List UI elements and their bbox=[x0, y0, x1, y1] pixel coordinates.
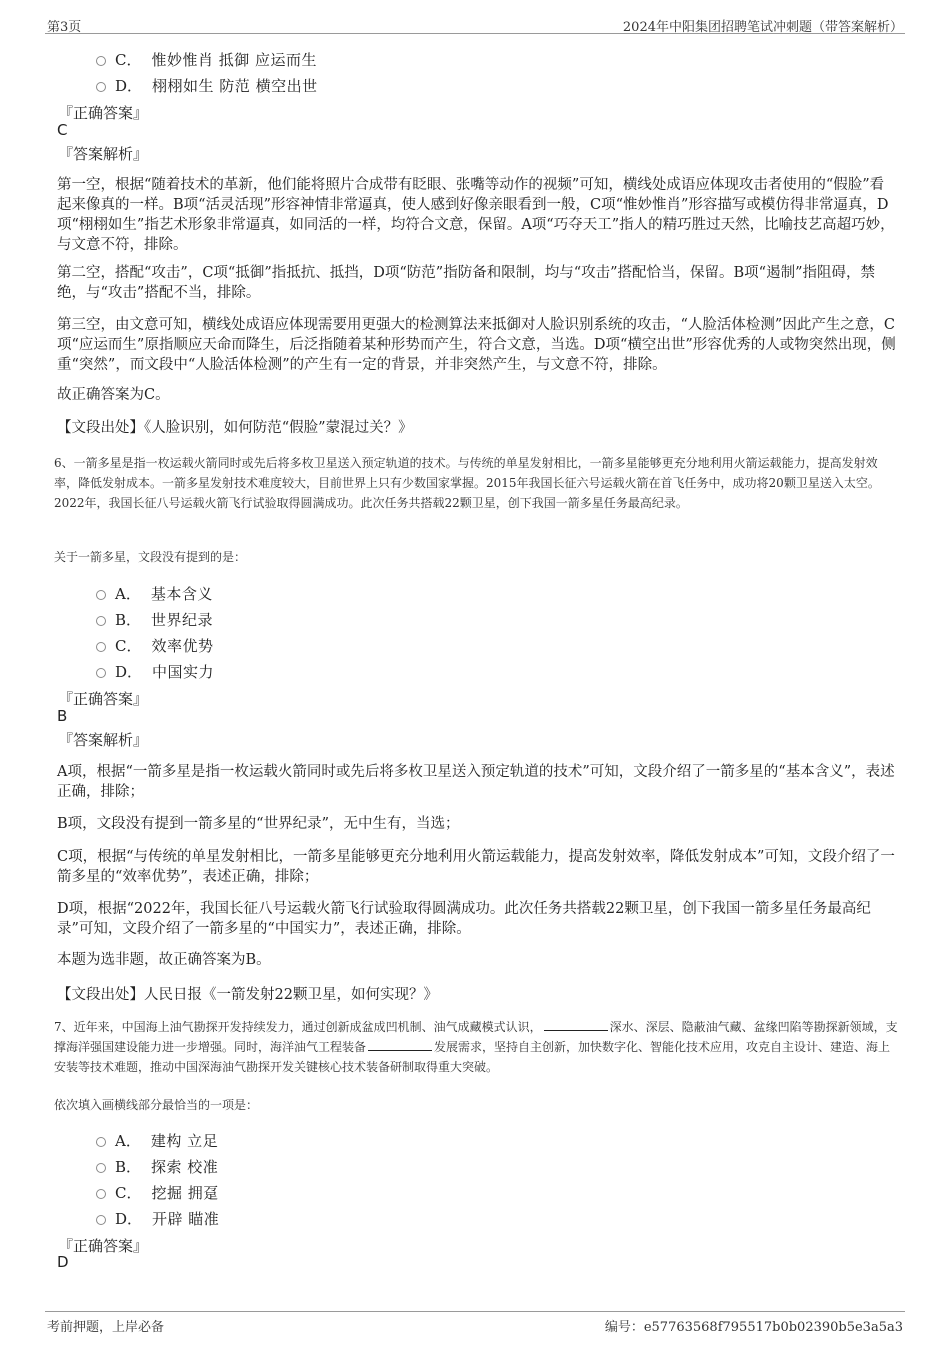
q5-option-c[interactable]: C． 惟妙惟肖 抵御 应运而生 bbox=[96, 49, 317, 70]
q7-option-a[interactable]: A． 建构 立足 bbox=[96, 1130, 218, 1151]
q7-option-d[interactable]: D． 开辟 瞄准 bbox=[96, 1208, 219, 1229]
q6-question: 关于一箭多星，文段没有提到的是： bbox=[54, 550, 247, 564]
q6-option-a[interactable]: A． 基本含义 bbox=[96, 583, 213, 604]
q5-analysis-conclusion: 故正确答案为C。 bbox=[57, 387, 170, 403]
fill-blank-2[interactable] bbox=[368, 1039, 432, 1051]
q6-stem: 6、一箭多星是指一枚运载火箭同时或先后将多枚卫星送入预定轨道的技术。与传统的单星发射相比，一箭多星能够更充分地利用火箭运载能力，提高发射效率，降低发射成本。一箭多星发射技术难度较大，目前世界上只有少数国家掌握。2015年我国长征六号运载火箭在首飞任务中，成功将20颗卫星送入太空。2022年，我国长征八号运载火箭飞行试验取得圆满成功。此次任务共搭载22颗卫星，创下我国一箭多星任务最高纪录。 bbox=[54, 456, 880, 510]
q5-answer: C bbox=[57, 121, 68, 139]
radio-icon[interactable] bbox=[96, 82, 106, 92]
q6-answer: B bbox=[57, 707, 68, 725]
q5-option-d[interactable]: D． 栩栩如生 防范 横空出世 bbox=[96, 75, 318, 96]
radio-icon[interactable] bbox=[96, 1163, 106, 1173]
q5-analysis-para-1: 第一空，根据“随着技术的革新，他们能将照片合成带有眨眼、张嘴等动作的视频”可知，横线处成语应体现攻击者使用的“假脸”看起来像真的一样。B项“活灵活现”形容神情非常逼真，使人感到好像亲眼看到一般，C项“惟妙惟肖”形容描写或模仿得非常逼真，D项“栩栩如生”指艺术形象非常逼真，如同活的一样，均符合文意，保留。A项“巧夺天工”指人的精巧胜过天然，比喻技艺高超巧妙，与文意不符，排除。 bbox=[57, 177, 895, 253]
q7-option-c[interactable]: C． 挖掘 拥趸 bbox=[96, 1182, 219, 1203]
radio-icon[interactable] bbox=[96, 642, 106, 652]
q7-option-b[interactable]: B． 探索 校准 bbox=[96, 1156, 218, 1177]
q6-analysis-label: 『答案解析』 bbox=[58, 731, 149, 749]
page-number: 第3页 bbox=[47, 20, 82, 35]
radio-icon[interactable] bbox=[96, 1137, 106, 1147]
q6-analysis-b: B项，文段没有提到一箭多星的“世界纪录”，无中生有，当选； bbox=[57, 816, 460, 832]
q7-stem: 7、近年来，中国海上油气勘探开发持续发力，通过创新成盆成凹机制、油气成藏模式认识， 深水、深层、隐蔽油气藏、盆缘凹陷等勘探新领域，支撑海洋强国建设能力进一步增强。同时，海洋油气工程装备 发展需求，坚持自主创新，加快数字化、智能化技术应用，攻克自主设计、建造、海上安装等技术难题，推动中国深海油气勘探开发关键核心技术装备研制取得重大突破。 bbox=[54, 1020, 898, 1074]
q5-source: 【文段出处】《人脸识别，如何防范“假脸”蒙混过关？》 bbox=[57, 420, 413, 436]
q6-option-d[interactable]: D． 中国实力 bbox=[96, 661, 214, 682]
footer-slogan: 考前押题，上岸必备 bbox=[47, 1320, 165, 1335]
q7-question: 依次填入画横线部分最恰当的一项是： bbox=[54, 1098, 259, 1112]
radio-icon[interactable] bbox=[96, 616, 106, 626]
q6-source: 【文段出处】人民日报《一箭发射22颗卫星，如何实现？》 bbox=[57, 987, 438, 1003]
q6-analysis-a: A项，根据“一箭多星是指一枚运载火箭同时或先后将多枚卫星送入预定轨道的技术”可知，文段介绍了一箭多星的“基本含义”，表述正确，排除； bbox=[57, 764, 895, 800]
fill-blank-1[interactable] bbox=[544, 1019, 608, 1031]
q6-analysis-d: D项，根据“2022年，我国长征八号运载火箭飞行试验取得圆满成功。此次任务共搭载22颗卫星，创下我国一箭多星任务最高纪录”可知，文段介绍了一箭多星的“中国实力”，表述正确，排除。 bbox=[57, 901, 871, 937]
radio-icon[interactable] bbox=[96, 1189, 106, 1199]
q7-answer-label: 『正确答案』 bbox=[58, 1237, 149, 1255]
q6-option-c[interactable]: C． 效率优势 bbox=[96, 635, 214, 656]
q6-analysis-c: C项，根据“与传统的单星发射相比，一箭多星能够更充分地利用火箭运载能力，提高发射效率，降低发射成本”可知，文段介绍了一箭多星的“效率优势”，表述正确，排除； bbox=[57, 849, 895, 885]
radio-icon[interactable] bbox=[96, 668, 106, 678]
radio-icon[interactable] bbox=[96, 56, 106, 66]
q5-answer-label: 『正确答案』 bbox=[58, 104, 149, 122]
q5-analysis-label: 『答案解析』 bbox=[58, 145, 149, 163]
radio-icon[interactable] bbox=[96, 590, 106, 600]
q5-analysis-para-3: 第三空，由文意可知，横线处成语应体现需要用更强大的检测算法来抵御对人脸识别系统的攻击，“人脸活体检测”因此产生之意，C项“应运而生”原指顺应天命而降生，后泛指随着某种形势而产生，符合文意，当选。D项“横空出世”形容优秀的人或物突然出现，侧重“突然”，而文段中“人脸活体检测”的产生有一定的背景，并非突然产生，与文意不符，排除。 bbox=[57, 317, 896, 373]
page-header bbox=[45, 14, 905, 34]
q5-analysis-para-2: 第二空，搭配“攻击”，C项“抵御”指抵抗、抵挡，D项“防范”指防备和限制，均与“攻击”搭配恰当，保留。B项“遏制”指阻碍，禁绝，与“攻击”搭配不当，排除。 bbox=[57, 265, 875, 301]
radio-icon[interactable] bbox=[96, 1215, 106, 1225]
document-title: 2024年中阳集团招聘笔试冲刺题（带答案解析） bbox=[622, 20, 903, 35]
q6-answer-label: 『正确答案』 bbox=[58, 690, 149, 708]
q6-option-b[interactable]: B． 世界纪录 bbox=[96, 609, 213, 630]
page-footer bbox=[45, 1311, 905, 1335]
q7-answer: D bbox=[57, 1253, 69, 1271]
document-id: 编号：e57763568f795517b0b02390b5e3a5a3 bbox=[604, 1320, 903, 1335]
q6-analysis-conclusion: 本题为选非题，故正确答案为B。 bbox=[57, 952, 271, 968]
